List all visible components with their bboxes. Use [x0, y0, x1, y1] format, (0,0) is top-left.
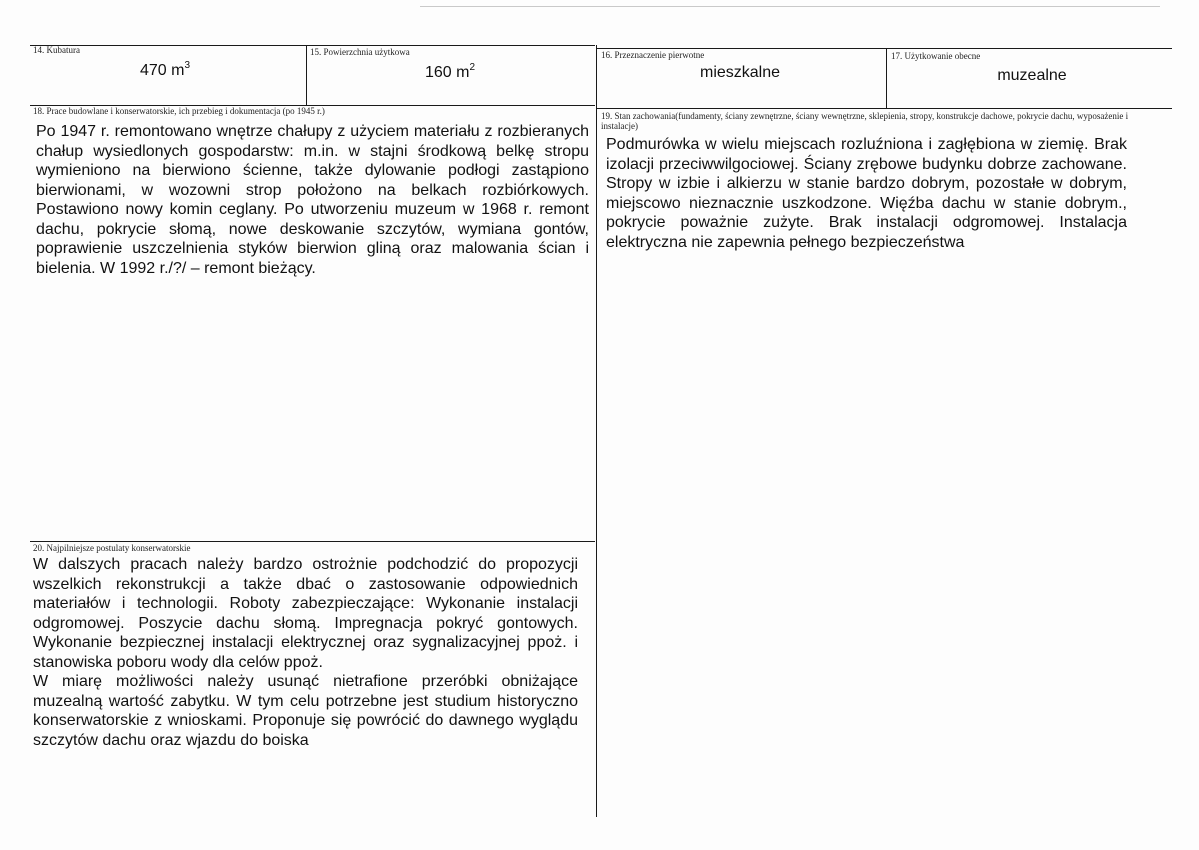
row3-top-line	[30, 541, 595, 542]
col-divider-14-15	[306, 45, 307, 105]
col-divider-16-17	[886, 48, 887, 108]
row2-top-line-right	[597, 108, 1172, 109]
uzytkowanie-value: muzealne	[997, 67, 1067, 84]
powierzchnia-exponent: 2	[469, 62, 476, 73]
powierzchnia-number: 160 m	[424, 64, 470, 81]
postulaty-text	[33, 555, 578, 750]
kubatura-number: 470 m	[139, 62, 185, 79]
postulaty-label: 20. Najpilniejsze postulaty konserwatorskie	[33, 543, 191, 553]
prace-text: Po 1947 r. remontowano wnętrze chałupy z użyciem materiału z rozbieranych chałup wysiedlonych gospodarstw: m.in. w stajni środkową belkę stropu wymieniono na bierwiono ścienne, także dylowanie podłogi zastąpiono bierwionami, w wozowni strop położono na belkach rozbiórkowych. Postawiono nowy komin ceglany. Po utworzeniu muzeum w 1968 r. remont dachu, pokrycie słomą, nowe deskowanie szczytów, wymiana gontów, poprawienie uszczelnienia styków bierwion gliną oraz malowania ścian i bielenia. W 1992 r./?/ – remont bieżący.	[36, 123, 589, 277]
przeznaczenie-value: mieszkalne	[699, 64, 781, 81]
row1-top-line-left	[30, 45, 595, 46]
stan-text: Podmurówka w wielu miejscach rozluźniona i zagłębiona w ziemię. Brak izolacji przeciwwilgociowej. Ściany zrębowe budynku dobrze zachowane. Stropy w izbie i alkierzu w stanie bardzo dobrym, pozostałe w dobrym, miejscowo nieznacznie uszkodzone. Więźba dachu w stanie dobrym., pokrycie poważnie zużyte. Brak instalacji odgromowej. Instalacja elektryczna nie zapewnia pełnego bezpieczeństwa	[606, 136, 1127, 251]
powierzchnia-label: 15. Powierzchnia użytkowa	[310, 47, 410, 57]
col-divider-main	[596, 45, 597, 817]
przeznaczenie-label: 16. Przeznaczenie pierwotne	[601, 50, 705, 60]
kubatura-label: 14. Kubatura	[33, 45, 80, 55]
kubatura-exponent: 3	[184, 60, 191, 71]
kubatura-value	[110, 61, 220, 80]
page-edge-line	[420, 6, 1160, 7]
prace-label: 18. Prace budowlane i konserwatorskie, ich przebieg i dokumentacja (po 1945 r.)	[33, 106, 325, 116]
stan-label: 19. Stan zachowania(fundamenty, ściany zewnętrzne, ściany wewnętrzne, sklepienia, stropy, konstrukcje dachowe, pokrycie dachu, wyposażenie i instalacje)	[601, 111, 1129, 131]
uzytkowanie-label: 17. Użytkowanie obecne	[891, 51, 981, 61]
powierzchnia-value	[395, 63, 505, 82]
row1-top-line-right	[597, 48, 1172, 49]
postulaty-paragraph-1: W dalszych pracach należy bardzo ostrożnie podchodzić do propozycji wszelkich rekonstrukcji a także dbać o zastosowanie odpowiednich materiałów i technologii. Roboty zabezpieczające: Wykonanie instalacji odgromowej. Poszycie dachu słomą. Impregnacja pokryć gontowych. Wykonanie bezpiecznej instalacji elektrycznej oraz sygnalizacyjnej ppoż. i stanowiska poboru wody dla celów ppoż.	[33, 556, 578, 671]
postulaty-paragraph-2: W miarę możliwości należy usunąć nietrafione przeróbki obniżające muzealną wartość zabytku. W tym celu potrzebne jest studium historyczno konserwatorskie z wnioskami. Proponuje się powrócić do dawnego wyglądu szczytów dachu oraz wjazdu do boiska	[33, 673, 578, 749]
